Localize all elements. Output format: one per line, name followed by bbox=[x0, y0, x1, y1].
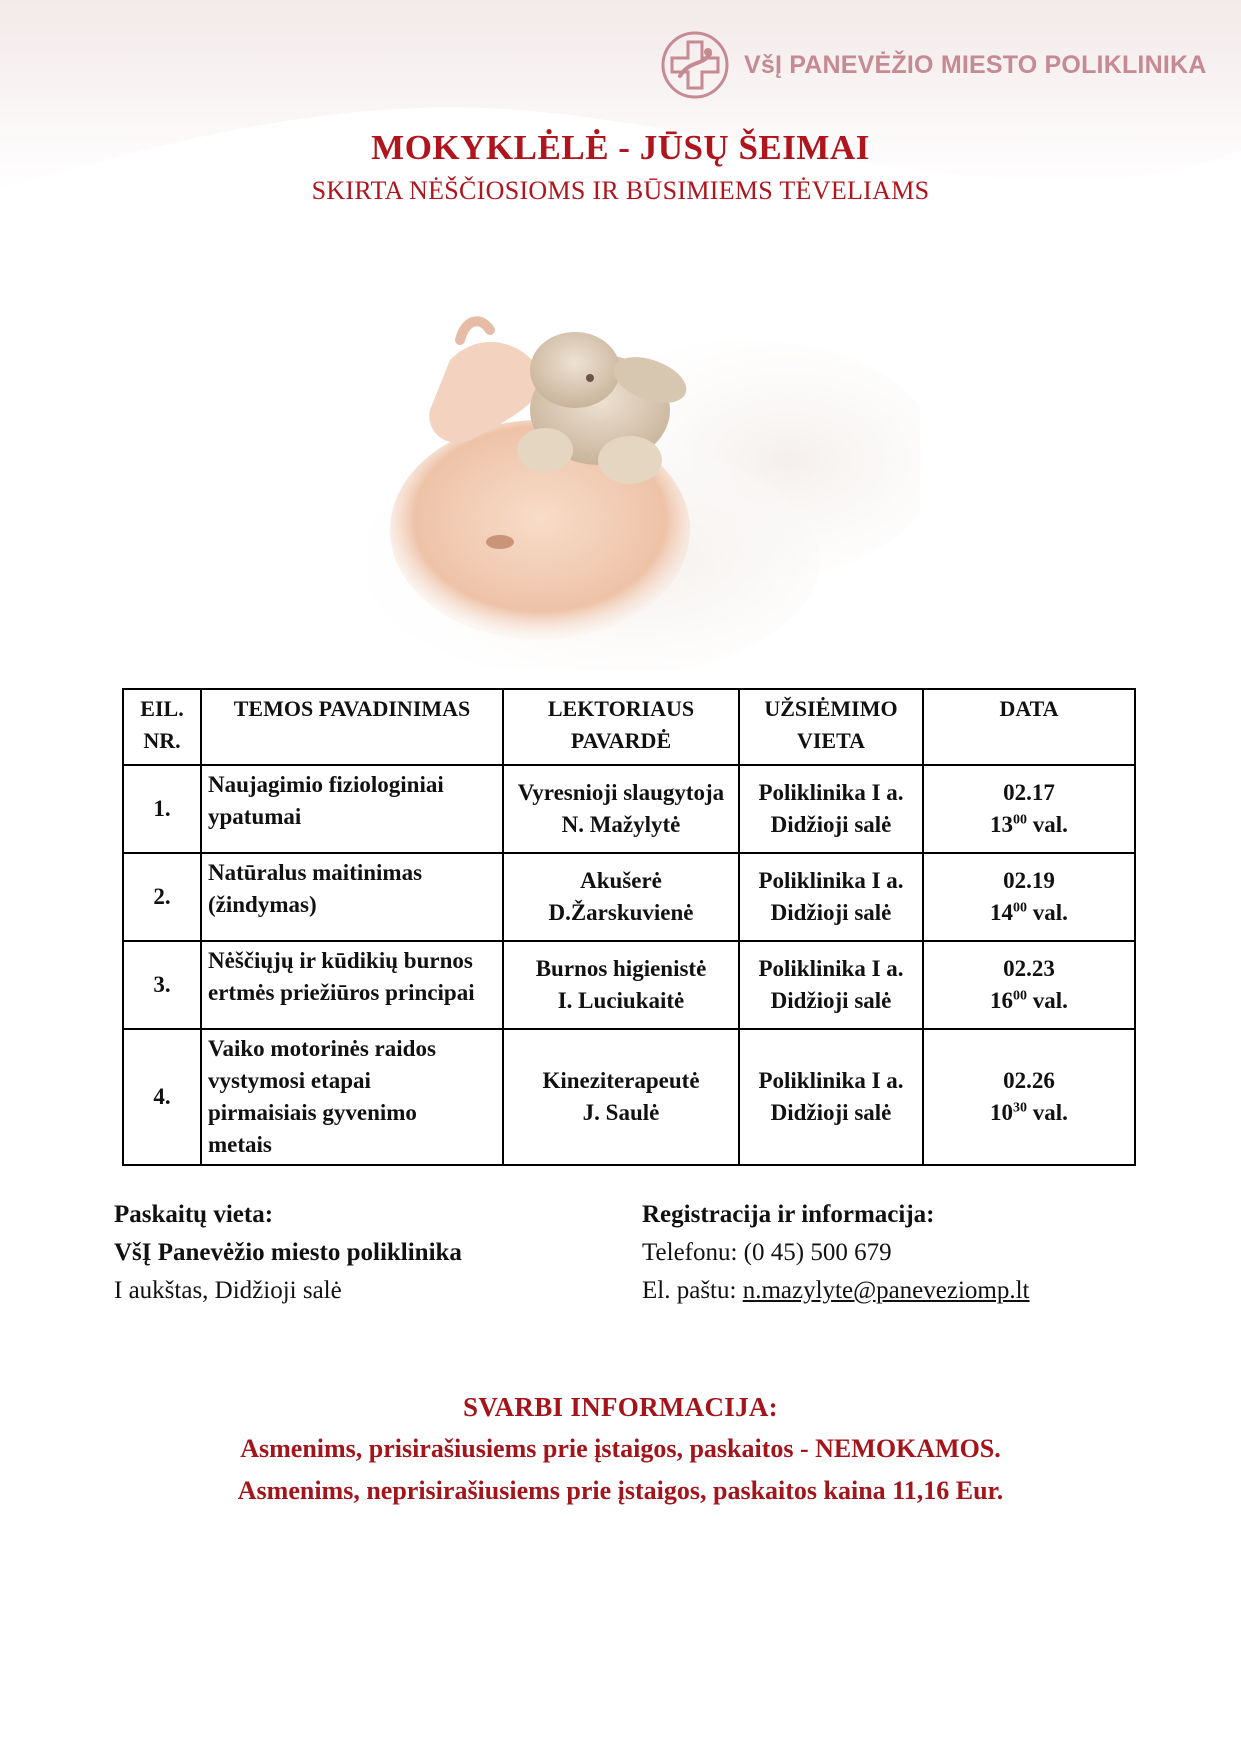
clinic-cross-icon bbox=[660, 30, 730, 100]
registration-phone: Telefonu: (0 45) 500 679 bbox=[642, 1239, 892, 1266]
header-lecturer: LEKTORIAUS PAVARDĖ bbox=[503, 689, 739, 765]
table-row bbox=[123, 941, 1135, 1029]
table-row bbox=[123, 1029, 1135, 1165]
table-header-row bbox=[123, 689, 1135, 765]
email-link[interactable]: n.mazylyte@paneveziomp.lt bbox=[742, 1277, 1030, 1304]
important-info bbox=[0, 1386, 1241, 1512]
brand-name: VšĮ PANEVĖŽIO MIESTO POLIKLINIKA bbox=[744, 50, 1207, 79]
place-cell: Poliklinika I a. Didžioji salė bbox=[739, 941, 923, 1029]
venue-info bbox=[114, 1196, 462, 1310]
place-cell: Poliklinika I a. Didžioji salė bbox=[739, 765, 923, 853]
place-cell: Poliklinika I a. Didžioji salė bbox=[739, 853, 923, 941]
row-number: 2. bbox=[123, 853, 201, 941]
topic-cell: Naujagimio fiziologiniai ypatumai bbox=[201, 765, 503, 853]
important-heading: SVARBI INFORMACIJA: bbox=[463, 1392, 778, 1422]
header-place: UŽSIĖMIMO VIETA bbox=[739, 689, 923, 765]
registration-info bbox=[642, 1196, 1030, 1310]
date-cell: 02.23 $16^{00}$ val. bbox=[923, 941, 1135, 1029]
lecturer-cell: Akušerė D.Žarskuvienė bbox=[503, 853, 739, 941]
page-subtitle: SKIRTA NĖŠČIOSIOMS IR BŪSIMIEMS TĖVELIAMS bbox=[311, 176, 930, 205]
topic-cell: Nėščiųjų ir kūdikių burnos ertmės priežiūros principai bbox=[201, 941, 503, 1029]
lecturer-cell: Vyresnioji slaugytoja N. Mažylytė bbox=[503, 765, 739, 853]
header-date: DATA bbox=[923, 689, 1135, 765]
row-number: 3. bbox=[123, 941, 201, 1029]
venue-name: VšĮ Panevėžio miesto poliklinika bbox=[114, 1239, 462, 1266]
table-row bbox=[123, 853, 1135, 941]
topic-cell: Natūralus maitinimas (žindymas) bbox=[201, 853, 503, 941]
row-number: 1. bbox=[123, 765, 201, 853]
page-title: MOKYKLĖLĖ - JŪSŲ ŠEIMAI bbox=[371, 128, 870, 167]
registration-heading: Registracija ir informacija: bbox=[642, 1201, 935, 1228]
important-line-1: Asmenims, prisirašiusiems prie įstaigos, paskaitos - NEMOKAMOS. bbox=[240, 1434, 1001, 1463]
lecturer-cell: Burnos higienistė I. Luciukaitė bbox=[503, 941, 739, 1029]
row-number: 4. bbox=[123, 1029, 201, 1165]
topic-cell: Vaiko motorinės raidos vystymosi etapai pirmaisiais gyvenimo metais bbox=[201, 1029, 503, 1165]
registration-email-row bbox=[642, 1272, 1030, 1310]
email-label: El. paštu: bbox=[642, 1277, 737, 1304]
header-topic: TEMOS PAVADINIMAS bbox=[201, 689, 503, 765]
date-cell: 02.26 $10^{30}$ val. bbox=[923, 1029, 1135, 1165]
venue-heading: Paskaitų vieta: bbox=[114, 1201, 274, 1228]
venue-room: I aukštas, Didžioji salė bbox=[114, 1277, 342, 1304]
date-cell: 02.19 $14^{00}$ val. bbox=[923, 853, 1135, 941]
lecturer-cell: Kineziterapeutė J. Saulė bbox=[503, 1029, 739, 1165]
place-cell: Poliklinika I a. Didžioji salė bbox=[739, 1029, 923, 1165]
brand-logo bbox=[660, 30, 1206, 100]
schedule-table bbox=[122, 688, 1136, 1166]
table-row bbox=[123, 765, 1135, 853]
date-cell: 02.17 $13^{00}$ val. bbox=[923, 765, 1135, 853]
header-nr: EIL. NR. bbox=[123, 689, 201, 765]
pregnancy-photo bbox=[330, 300, 920, 670]
important-line-2: Asmenims, neprisirašiusiems prie įstaigos, paskaitos kaina 11,16 Eur. bbox=[237, 1476, 1004, 1505]
